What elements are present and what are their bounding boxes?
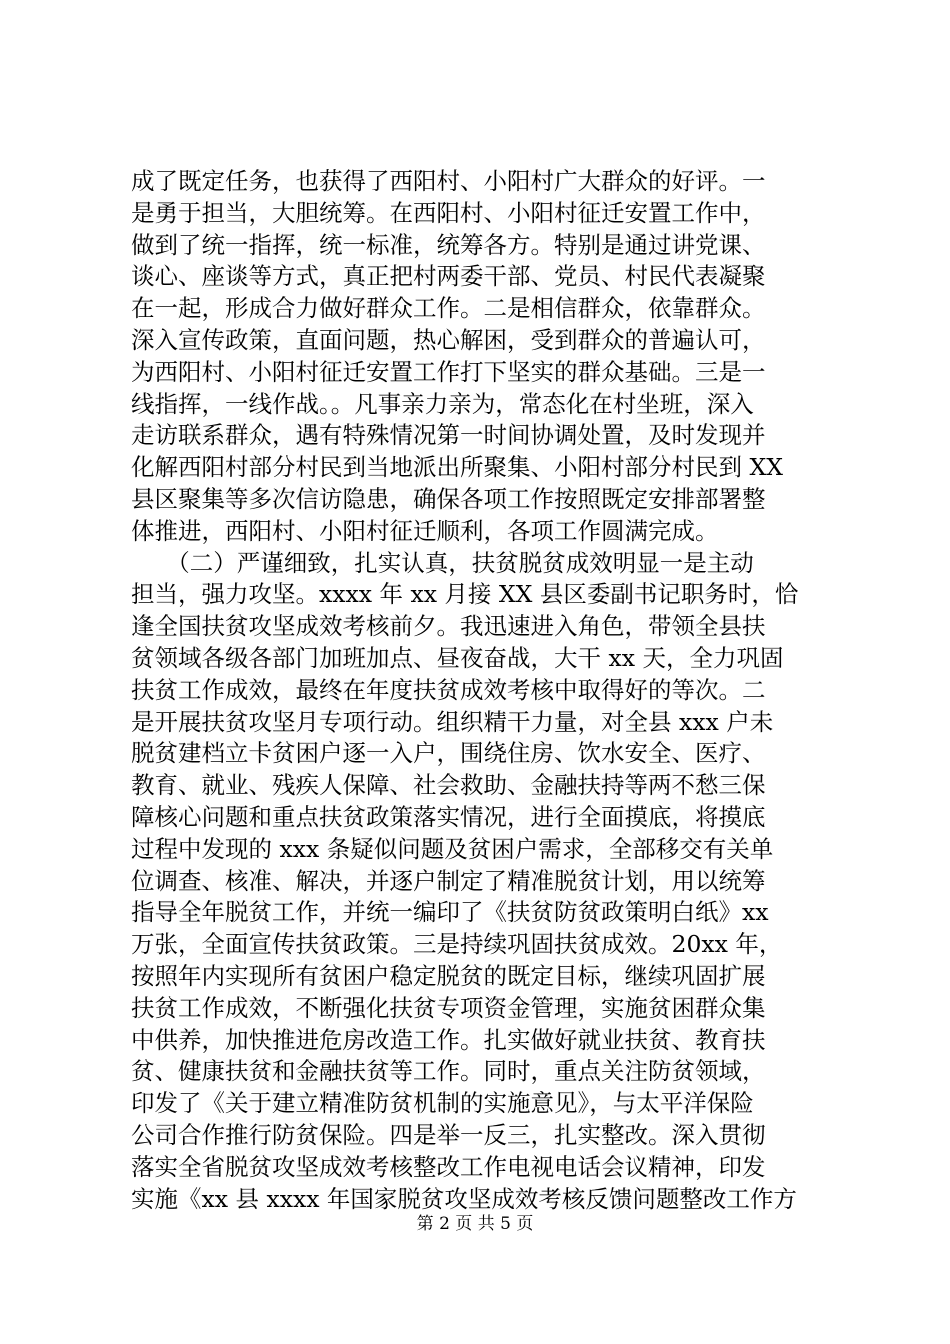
text-line: 贫领域各级各部门加班加点、昼夜奋战，大干 xx 天，全力巩固 — [131, 643, 784, 672]
text-line: 中供养，加快推进危房改造工作。扎实做好就业扶贫、教育扶 — [131, 1025, 766, 1054]
text-line: 按照年内实现所有贫困户稳定脱贫的既定目标，继续巩固扩展 — [131, 961, 766, 990]
text-line: 公司合作推行防贫保险。四是举一反三，扎实整改。深入贯彻 — [131, 1120, 766, 1149]
text-line: 体推进，西阳村、小阳村征迁顺利，各项工作圆满完成。 — [131, 516, 719, 545]
text-line: 深入宣传政策，直面问题，热心解困，受到群众的普遍认可， — [131, 325, 766, 354]
page-footer: 第 2 页 共 5 页 — [416, 1214, 534, 1234]
text-line: 做到了统一指挥，统一标准，统筹各方。特别是通过讲党课、 — [131, 230, 766, 259]
text-line: 万张，全面宣传扶贫政策。三是持续巩固扶贫成效。20xx 年， — [131, 930, 783, 959]
text-line: 逢全国扶贫攻坚成效考核前夕。我迅速进入角色，带领全县扶 — [131, 612, 766, 641]
text-line: 是勇于担当，大胆统筹。在西阳村、小阳村征迁安置工作中， — [131, 198, 766, 227]
text-line: 是开展扶贫攻坚月专项行动。组织精干力量，对全县 xxx 户未 — [131, 707, 774, 736]
text-line: 谈心、座谈等方式，真正把村两委干部、党员、村民代表凝聚 — [131, 262, 766, 291]
text-line: 印发了《关于建立精准防贫机制的实施意见》，与太平洋保险 — [131, 1089, 754, 1118]
text-line: 在一起，形成合力做好群众工作。二是相信群众，依靠群众。 — [131, 294, 766, 323]
text-line: 障核心问题和重点扶贫政策落实情况，进行全面摸底，将摸底 — [131, 802, 766, 831]
text-line: 为西阳村、小阳村征迁安置工作打下坚实的群众基础。三是一 — [131, 357, 766, 386]
text-line: 扶贫工作成效，最终在年度扶贫成效考核中取得好的等次。二 — [131, 675, 766, 704]
text-line: 位调查、核准、解决，并逐户制定了精准脱贫计划，用以统筹 — [131, 866, 766, 895]
text-line: 落实全省脱贫攻坚成效考核整改工作电视电话会议精神，印发 — [131, 1152, 766, 1181]
text-line: 化解西阳村部分村民到当地派出所聚集、小阳村部分村民到 XX — [131, 453, 783, 482]
text-line: 成了既定任务，也获得了西阳村、小阳村广大群众的好评。一 — [131, 167, 766, 195]
text-line: （二）严谨细致，扎实认真，扶贫脱贫成效明显一是主动 — [131, 548, 754, 577]
text-line: 脱贫建档立卡贫困户逐一入户，围绕住房、饮水安全、医疗、 — [131, 739, 766, 768]
text-line: 走访联系群众，遇有特殊情况第一时间协调处置，及时发现并 — [131, 421, 766, 450]
text-line: 线指挥，一线作战。。凡事亲力亲为，常态化在村坐班，深入 — [131, 389, 754, 418]
text-line: 指导全年脱贫工作，并统一编印了《扶贫防贫政策明白纸》xx — [131, 898, 769, 927]
text-line: 实施《xx 县 xxxx 年国家脱贫攻坚成效考核反馈问题整改工作方 — [131, 1184, 797, 1213]
body-text — [131, 166, 826, 1215]
text-line: 县区聚集等多次信访隐患，确保各项工作按照既定安排部署整 — [131, 484, 766, 513]
text-line: 担当，强力攻坚。xxxx 年 xx 月接 XX 县区委副书记职务时，恰 — [131, 580, 799, 609]
text-line: 贫、健康扶贫和金融扶贫等工作。同时，重点关注防贫领域， — [131, 1057, 766, 1086]
text-line: 过程中发现的 xxx 条疑似问题及贫困户需求，全部移交有关单 — [131, 834, 774, 863]
text-line: 教育、就业、残疾人保障、社会救助、金融扶持等两不愁三保 — [131, 771, 766, 800]
text-line: 扶贫工作成效，不断强化扶贫专项资金管理，实施贫困群众集 — [131, 993, 766, 1022]
